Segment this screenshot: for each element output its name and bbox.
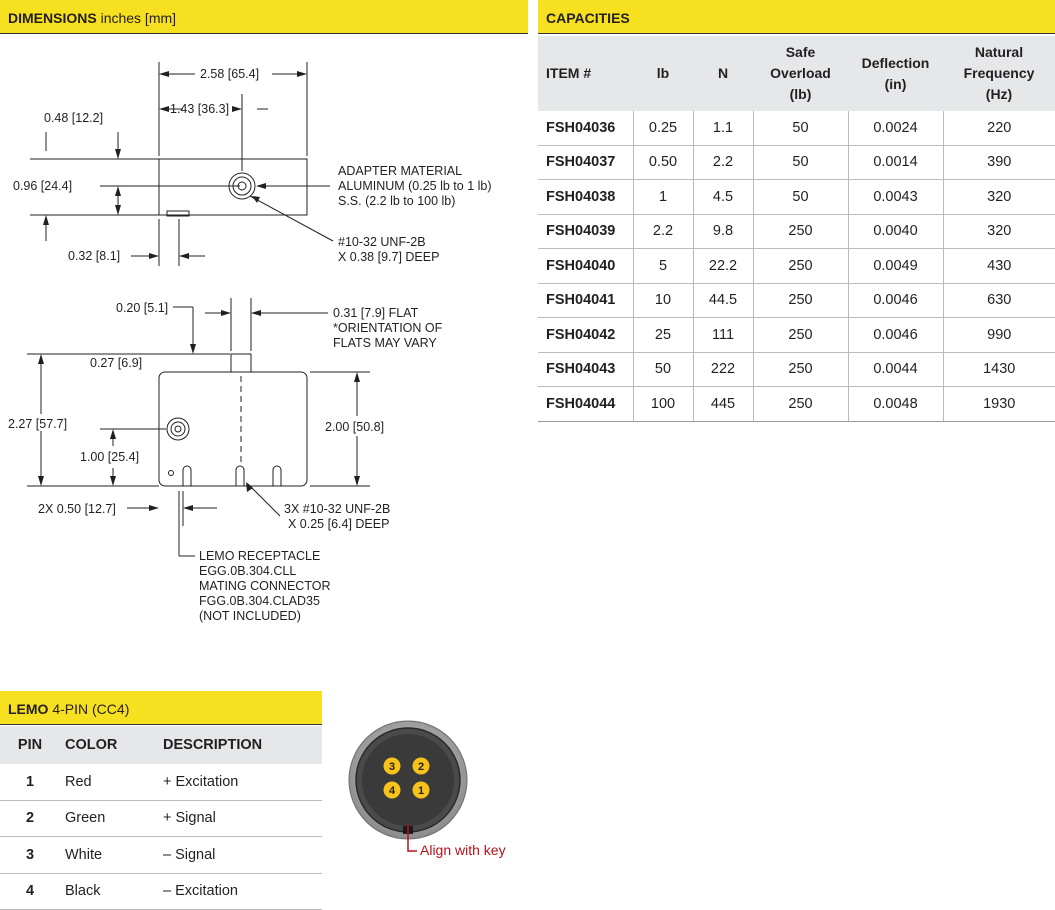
- cell-deflection: 0.0046: [848, 318, 943, 353]
- front-view-connector: [167, 418, 189, 440]
- cell-color: Red: [60, 764, 160, 800]
- flat-note-2: *ORIENTATION OF: [333, 321, 443, 335]
- cell-deflection: 0.0049: [848, 249, 943, 284]
- cell-lb: 1: [633, 180, 693, 215]
- col-overload: [753, 36, 848, 111]
- col-deflection-line2: (in): [884, 75, 907, 92]
- lemo-note-1: LEMO RECEPTACLE: [199, 549, 321, 563]
- overall-width-label: 2.58 [65.4]: [200, 67, 260, 81]
- table-row: [538, 283, 1055, 318]
- col-pin: PIN: [0, 726, 60, 764]
- cell-lb: 2.2: [633, 214, 693, 249]
- table-row: [0, 764, 322, 800]
- mount-holes-note-2: X 0.25 [6.4] DEEP: [288, 517, 390, 531]
- dimensions-drawing: [0, 36, 528, 676]
- cell-pin: 1: [0, 764, 60, 800]
- cell-deflection: 0.0044: [848, 352, 943, 387]
- body-height-label: 2.00 [50.8]: [325, 420, 385, 434]
- cell-frequency: 320: [943, 180, 1055, 215]
- table-row: [0, 873, 322, 910]
- thread-note-2: X 0.38 [9.7] DEEP: [338, 250, 440, 264]
- cell-lb: 0.25: [633, 111, 693, 145]
- lemo-header-row: [0, 726, 322, 764]
- cell-frequency: 390: [943, 145, 1055, 180]
- cell-item: FSH04044: [538, 387, 633, 422]
- dimensions-header: [0, 0, 528, 34]
- cell-pin: 4: [0, 873, 60, 910]
- lemo-subtitle: 4-PIN (CC4): [52, 701, 130, 717]
- cell-n: 2.2: [693, 145, 753, 180]
- adapter-note-2: ALUMINUM (0.25 lb to 1 lb): [338, 179, 492, 193]
- cell-description: – Excitation: [160, 873, 322, 910]
- table-row: [0, 800, 322, 837]
- cell-description: + Signal: [160, 800, 322, 837]
- cell-item: FSH04043: [538, 352, 633, 387]
- cell-overload: 250: [753, 249, 848, 284]
- cell-frequency: 430: [943, 249, 1055, 284]
- overall-height-label: 2.27 [57.7]: [8, 417, 68, 431]
- cell-color: White: [60, 837, 160, 874]
- front-view-stud: [231, 354, 251, 372]
- cell-overload: 250: [753, 214, 848, 249]
- lemo-title: LEMO: [8, 701, 49, 717]
- col-overload-line2: Overload: [770, 65, 831, 81]
- bottom-offset-label: 0.32 [8.1]: [68, 249, 121, 263]
- cell-pin: 2: [0, 800, 60, 837]
- pin-1-label: 1: [417, 785, 425, 797]
- table-row: [538, 180, 1055, 215]
- hole-spacing-label: 2X 0.50 [12.7]: [38, 502, 116, 516]
- col-item: ITEM #: [538, 36, 633, 111]
- cell-overload: 250: [753, 318, 848, 353]
- cell-frequency: 1430: [943, 352, 1055, 387]
- cell-description: + Excitation: [160, 764, 322, 800]
- col-deflection: [848, 36, 943, 111]
- col-overload-line3: (lb): [789, 86, 812, 102]
- flat-note-1: 0.31 [7.9] FLAT: [333, 306, 419, 320]
- adapter-note-1: ADAPTER MATERIAL: [338, 164, 463, 178]
- lemo-note-5: (NOT INCLUDED): [199, 609, 301, 623]
- cell-item: FSH04036: [538, 111, 633, 145]
- dimensions-units: inches [mm]: [100, 10, 177, 26]
- top-offset-label: 0.48 [12.2]: [44, 111, 104, 125]
- table-row: [538, 145, 1055, 180]
- cell-deflection: 0.0046: [848, 283, 943, 318]
- cell-deflection: 0.0043: [848, 180, 943, 215]
- col-frequency-line3: (Hz): [985, 86, 1013, 102]
- cell-overload: 50: [753, 145, 848, 180]
- lemo-note-2: EGG.0B.304.CLL: [199, 564, 297, 578]
- cell-deflection: 0.0040: [848, 214, 943, 249]
- pin-2-label: 2: [417, 761, 425, 773]
- cell-lb: 0.50: [633, 145, 693, 180]
- cell-description: – Signal: [160, 837, 322, 874]
- align-with-key-label: Align with key: [420, 842, 506, 858]
- cell-overload: 50: [753, 180, 848, 215]
- capacities-header: [538, 0, 1055, 34]
- col-description: DESCRIPTION: [160, 726, 322, 764]
- cell-frequency: 320: [943, 214, 1055, 249]
- connector-height-label: 1.00 [25.4]: [80, 450, 140, 464]
- table-row: [0, 837, 322, 874]
- pin-3-label: 3: [388, 761, 396, 773]
- lemo-pin-table: [0, 726, 322, 910]
- cell-overload: 250: [753, 387, 848, 422]
- table-row: [538, 214, 1055, 249]
- cell-lb: 5: [633, 249, 693, 284]
- cell-color: Black: [60, 873, 160, 910]
- capacities-header-row: [538, 36, 1055, 111]
- table-row: [538, 352, 1055, 387]
- cell-overload: 50: [753, 111, 848, 145]
- cell-deflection: 0.0014: [848, 145, 943, 180]
- cell-deflection: 0.0024: [848, 111, 943, 145]
- cell-frequency: 630: [943, 283, 1055, 318]
- col-frequency-line1: Natural: [974, 44, 1024, 60]
- cell-n: 4.5: [693, 180, 753, 215]
- cell-item: FSH04038: [538, 180, 633, 215]
- table-row: [538, 318, 1055, 353]
- cell-item: FSH04039: [538, 214, 633, 249]
- cell-lb: 25: [633, 318, 693, 353]
- mount-holes-note-1: 3X #10-32 UNF-2B: [284, 502, 391, 516]
- cell-n: 111: [693, 318, 753, 353]
- thread-note-1: #10-32 UNF-2B: [338, 235, 426, 249]
- cell-n: 222: [693, 352, 753, 387]
- flat-note-3: FLATS MAY VARY: [333, 336, 437, 350]
- lemo-note-3: MATING CONNECTOR: [199, 579, 331, 593]
- center-offset-label: 1.43 [36.3]: [170, 102, 230, 116]
- col-frequency-line2: Frequency: [963, 65, 1035, 81]
- cell-item: FSH04037: [538, 145, 633, 180]
- cell-overload: 250: [753, 283, 848, 318]
- height-label: 0.96 [24.4]: [13, 179, 73, 193]
- cell-n: 9.8: [693, 214, 753, 249]
- cell-pin: 3: [0, 837, 60, 874]
- dimensions-title: DIMENSIONS: [8, 10, 97, 26]
- cell-lb: 50: [633, 352, 693, 387]
- col-color: COLOR: [60, 726, 160, 764]
- col-deflection-line1: Deflection: [861, 54, 930, 71]
- cell-frequency: 220: [943, 111, 1055, 145]
- cell-item: FSH04040: [538, 249, 633, 284]
- flat-offset-label: 0.20 [5.1]: [116, 301, 169, 315]
- cell-frequency: 1930: [943, 387, 1055, 422]
- pin-4-label: 4: [388, 785, 396, 797]
- col-overload-line1: Safe: [785, 44, 816, 60]
- cell-frequency: 990: [943, 318, 1055, 353]
- cell-item: FSH04042: [538, 318, 633, 353]
- lemo-connector-diagram: [340, 720, 540, 870]
- cell-n: 44.5: [693, 283, 753, 318]
- table-row: [538, 387, 1055, 422]
- capacities-title: CAPACITIES: [546, 10, 630, 26]
- cell-n: 22.2: [693, 249, 753, 284]
- table-row: [538, 111, 1055, 145]
- cell-n: 1.1: [693, 111, 753, 145]
- cell-overload: 250: [753, 352, 848, 387]
- col-lb: lb: [633, 36, 693, 111]
- cell-n: 445: [693, 387, 753, 422]
- stud-height-label: 0.27 [6.9]: [90, 356, 143, 370]
- cell-deflection: 0.0048: [848, 387, 943, 422]
- cell-color: Green: [60, 800, 160, 837]
- table-row: [538, 249, 1055, 284]
- lemo-note-4: FGG.0B.304.CLAD35: [199, 594, 320, 608]
- lemo-header: [0, 691, 322, 725]
- cell-lb: 100: [633, 387, 693, 422]
- cell-lb: 10: [633, 283, 693, 318]
- col-n: N: [693, 36, 753, 111]
- capacities-table: [538, 36, 1055, 422]
- col-frequency: [943, 36, 1055, 111]
- adapter-note-3: S.S. (2.2 lb to 100 lb): [338, 194, 456, 208]
- cell-item: FSH04041: [538, 283, 633, 318]
